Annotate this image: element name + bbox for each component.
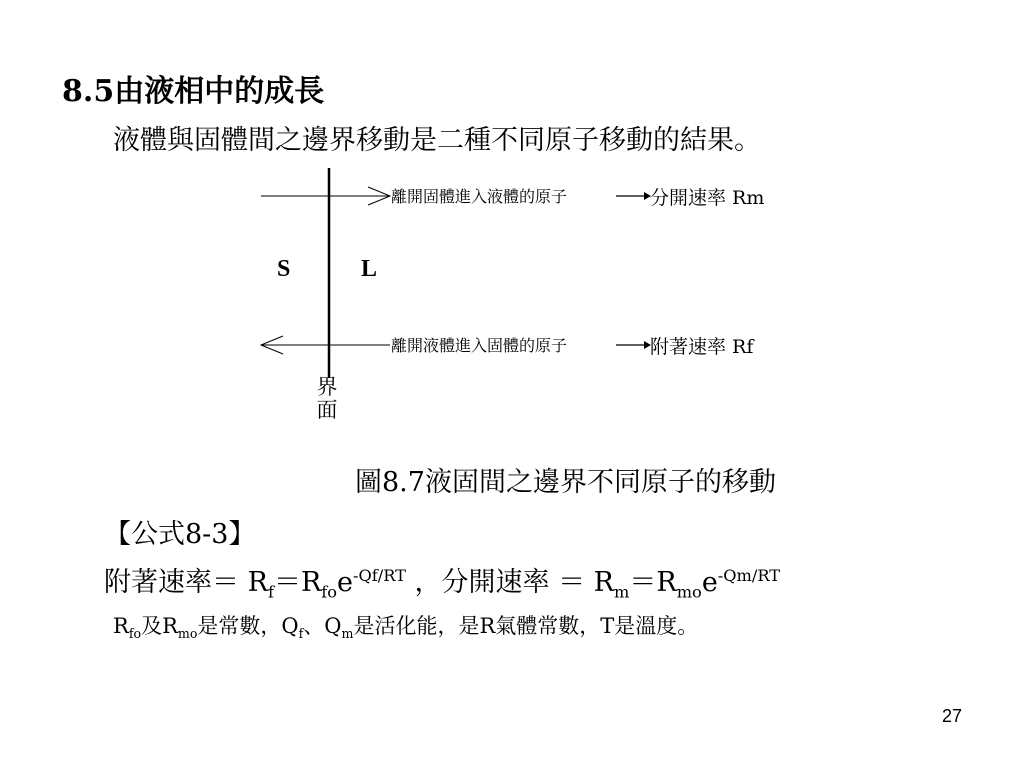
attach-rate-prefix: 附著速率＝ — [104, 567, 248, 598]
f-subscript: f — [298, 626, 304, 642]
r-symbol: R — [247, 567, 268, 598]
r-symbol: R — [113, 614, 129, 638]
r-symbol: R — [300, 567, 322, 598]
q-symbol: Q — [281, 614, 299, 638]
e-symbol: e — [701, 567, 718, 598]
mo-subscript: mo — [676, 582, 702, 602]
top-rate-label: 分開速率 Rm — [650, 187, 765, 209]
top-arrow-label: 離開固體進入液體的原子 — [391, 187, 568, 206]
figure-caption: 圖8.7液固間之邊界不同原子的移動 — [355, 467, 776, 498]
interface-label: 界面 — [316, 375, 338, 422]
separator: 、 — [303, 614, 325, 638]
separate-rate-prefix: ，分開速率 ＝ — [405, 567, 594, 598]
constants-note — [113, 610, 698, 641]
equals-sign: ＝ — [629, 567, 657, 598]
r-symbol: R — [162, 614, 178, 638]
page-number: 27 — [941, 706, 962, 726]
temperature-text: 是溫度。 — [614, 614, 699, 638]
formula-label: 【公式8-3】 — [104, 519, 256, 550]
f-subscript: f — [267, 582, 274, 602]
activation-energy-text: 是活化能，是 — [353, 614, 480, 638]
formula-line — [104, 560, 780, 601]
bottom-arrow-label: 離開液體進入固體的原子 — [391, 336, 568, 355]
constants-text: 是常數， — [197, 614, 282, 638]
mo-subscript: mo — [177, 626, 198, 642]
solid-label: S — [277, 256, 291, 282]
bottom-rate-label: 附著速率 Rf — [650, 336, 754, 358]
gas-constant-text: R氣體常數， — [479, 614, 601, 638]
separate-exponent: -Qm/RT — [717, 566, 781, 585]
r-symbol: R — [656, 567, 677, 598]
m-subscript: m — [341, 626, 354, 642]
r-symbol: R — [593, 567, 614, 598]
fo-subscript: fo — [321, 582, 338, 602]
attach-exponent: -Qf/RT — [353, 566, 406, 585]
liquid-label: L — [361, 256, 378, 282]
intro-text: 液體與固體間之邊界移動是二種不同原子移動的結果。 — [113, 125, 761, 156]
e-symbol: e — [337, 567, 354, 598]
equals-sign: ＝ — [273, 567, 301, 598]
slide-title: 8.5由液相中的成長 — [62, 74, 325, 109]
and-text: 及 — [141, 614, 163, 638]
m-subscript: m — [614, 582, 630, 602]
t-symbol: T — [600, 614, 615, 638]
fo-subscript: fo — [128, 626, 142, 642]
q-symbol: Q — [324, 614, 342, 638]
